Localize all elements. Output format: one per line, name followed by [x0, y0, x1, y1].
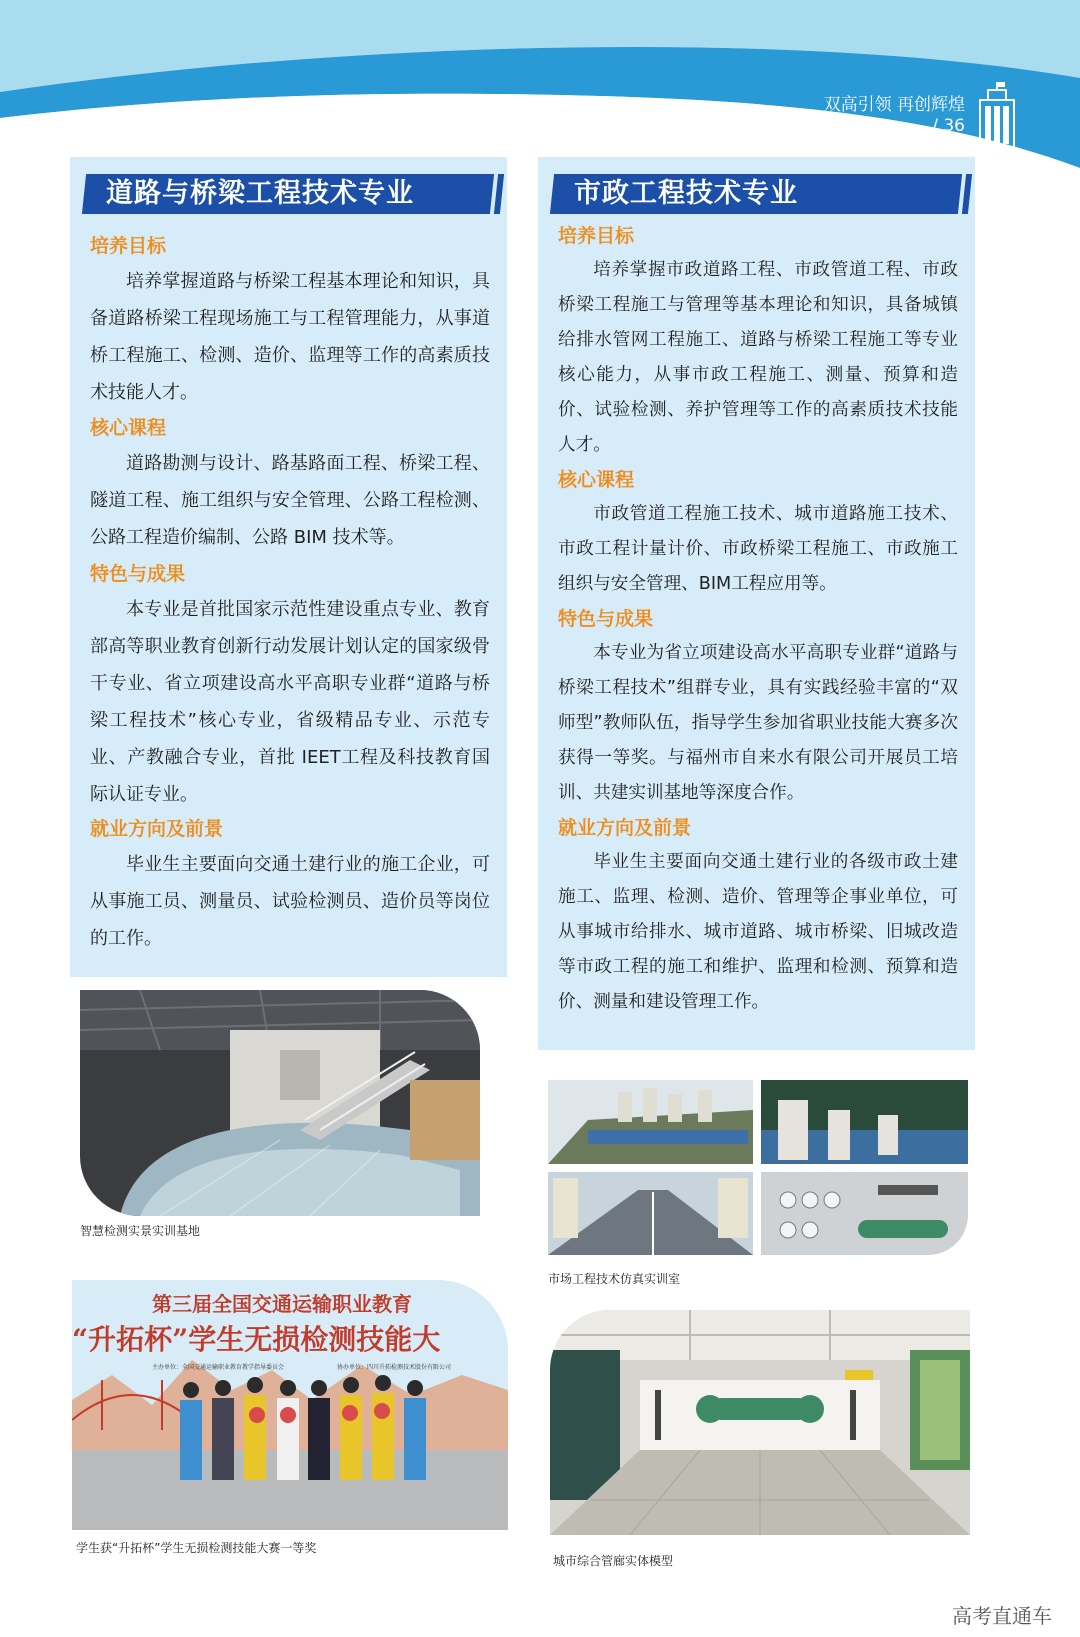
- right-title-bar: [552, 174, 960, 214]
- section-body: 毕业生主要面向交通土建行业的各级市政土建施工、监理、检测、造价、管理等企事业单位，可从事城市给排水、城市道路、城市桥梁、旧城改造等市政工程的施工和维护、监理和检测、预算和造价、测量和建设管理工作。: [558, 852, 958, 1012]
- left-section-achievements: [90, 557, 490, 813]
- tunnel-photo: [550, 1310, 970, 1535]
- right-section-courses: [558, 463, 958, 602]
- section-body: 本专业为省立项建设高水平高职专业群“道路与桥梁工程技术”组群专业，具有实践经验丰富的“双师型”教师队伍，指导学生参加省职业技能大赛多次获得一等奖。与福州市自来水有限公司开展员工培训、共建实训基地等深度合作。: [558, 643, 958, 803]
- section-heading: 特色与成果: [90, 563, 186, 585]
- award-banner-line1: 第三届全国交通运输职业教育: [152, 1292, 412, 1316]
- award-banner-small-right: 协办单位：四川升拓检测技术股份有限公司: [337, 1364, 452, 1371]
- left-section-courses: [90, 411, 490, 556]
- section-heading: 核心课程: [558, 469, 635, 491]
- section-body: 道路勘测与设计、路基路面工程、桥梁工程、隧道工程、施工组织与安全管理、公路工程检测、公路工程造价编制、公路 BIM 技术等。: [90, 453, 490, 548]
- header-slogan-block: [824, 95, 965, 137]
- section-heading: 特色与成果: [558, 608, 654, 630]
- section-body: 培养掌握市政道路工程、市政管道工程、市政桥梁工程施工与管理等基本理论和知识，具备城镇给排水管网工程施工、道路与桥梁工程施工等专业核心能力，从事市政工程施工、测量、预算和造价、试验检测、养护管理等工作的高素质技术技能人才。: [558, 260, 958, 455]
- building-icon: [972, 82, 1022, 152]
- award-photo-caption: 学生获“升拓杯”学生无损检测技能大赛一等奖: [76, 1541, 317, 1555]
- left-major-panel: [70, 157, 507, 977]
- section-body: 本专业是首批国家示范性建设重点专业、教育部高等职业教育创新行动发展计划认定的国家级骨干专业、省立项建设高水平高职专业群“道路与桥梁工程技术”核心专业，省级精品专业、示范专业、产教融合专业，首批 IEET工程及科技教育国际认证专业。: [90, 599, 490, 805]
- header-slogan: 双高引领 再创辉煌: [823, 95, 965, 115]
- award-banner-small-left: 主办单位：全国交通运输职业教育教学指导委员会: [152, 1364, 285, 1371]
- header-wave: [0, 0, 1080, 170]
- header-page-number: / 36: [932, 116, 965, 136]
- right-major-panel: [538, 157, 975, 1050]
- section-body: 市政管道工程施工技术、城市道路施工技术、市政工程计量计价、市政桥梁工程施工、市政施工组织与安全管理、BIM工程应用等。: [558, 504, 958, 594]
- award-banner-line2: “升拓杯”学生无损检测技能大: [72, 1323, 441, 1356]
- left-panel-title: 道路与桥梁工程技术专业: [106, 178, 414, 209]
- lab-photo-caption: 智慧检测实景实训基地: [80, 1224, 201, 1238]
- section-heading: 就业方向及前景: [90, 818, 224, 840]
- section-heading: 培养目标: [90, 235, 167, 257]
- section-body: 培养掌握道路与桥梁工程基本理论和知识，具备道路桥梁工程现场施工与工程管理能力，从事道桥工程施工、检测、造价、监理等工作的高素质技术技能人才。: [90, 271, 490, 403]
- left-section-goal: [90, 229, 490, 411]
- left-section-career: [90, 812, 490, 957]
- right-section-goal: [558, 219, 958, 463]
- section-heading: 培养目标: [558, 225, 635, 247]
- footer-watermark: 高考直通车: [952, 1604, 1052, 1628]
- right-panel-title: 市政工程技术专业: [574, 178, 798, 209]
- section-body: 毕业生主要面向交通土建行业的施工企业，可从事施工员、测量员、试验检测员、造价员等岗位的工作。: [90, 854, 490, 949]
- sim-photo-caption: 市场工程技术仿真实训室: [548, 1272, 681, 1286]
- left-title-bar: [84, 174, 492, 214]
- tunnel-photo-caption: 城市综合管廊实体模型: [553, 1554, 674, 1568]
- right-section-achievements: [558, 602, 958, 811]
- lab-photo: [80, 990, 480, 1216]
- sim-photo-grid: [548, 1080, 968, 1255]
- section-heading: 就业方向及前景: [558, 817, 692, 839]
- right-section-career: [558, 811, 958, 1020]
- award-photo: [72, 1280, 508, 1530]
- section-heading: 核心课程: [90, 417, 167, 439]
